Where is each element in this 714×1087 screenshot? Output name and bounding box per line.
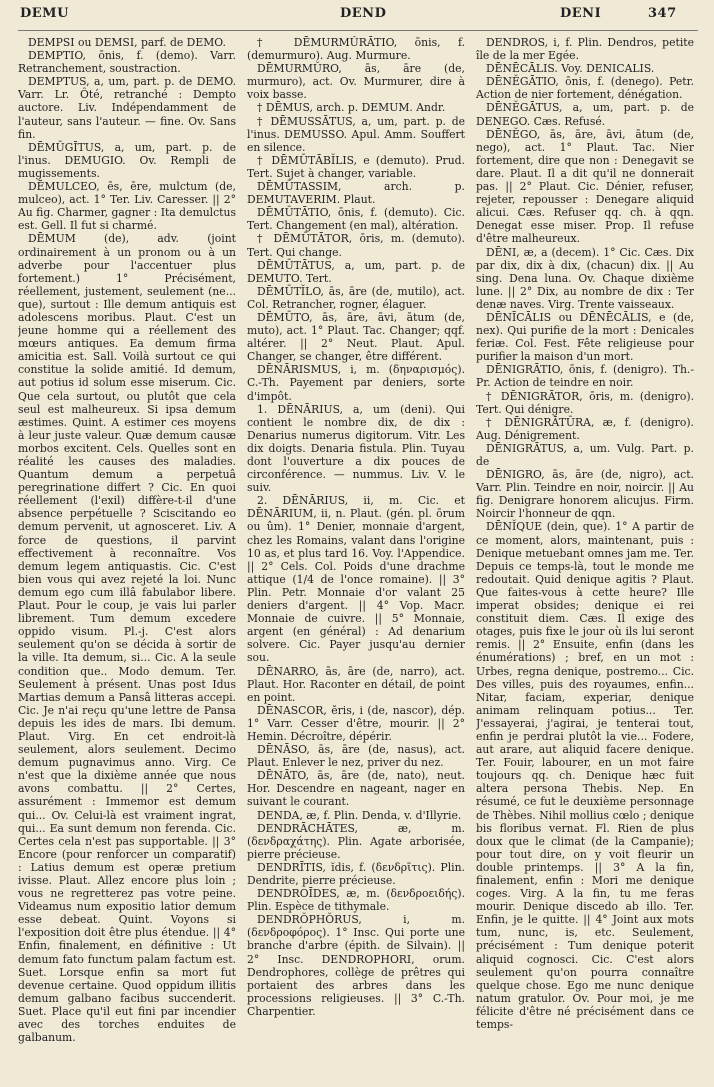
dictionary-entry: DEMPTIO, ōnis, f. (demo). Varr. Retranchement, soustraction.: [18, 49, 236, 76]
dictionary-entry: 2. DĒNĀRIUS, ii, m. Cic. et DĒNĀRIUM, ii, n. Plaut. (gén. pl. ōrum ou ûm). 1° Denier, monnaie d'argent, chez les Romains, valant dans l'origine 10 as, et plus tard 16. Voy. l'Appendice. || 2° Cels. Col. Poids d'une drachme attique (1/4 de l'once romaine). || 3° Plin. Petr. Monnaie d'or valant 25 deniers d'argent. || 4° Vop. Macr. Monnaie de cuivre. || 5° Monnaie, argent (en général) : Ad denarium solvere. Cic. Payer jusqu'au dernier sou.: [247, 494, 465, 665]
dictionary-entry: † DĒNIGRĀTOR, ōris, m. (denigro). Tert. Qui dénigre.: [476, 389, 694, 416]
dictionary-entry: DENDA, æ, f. Plin. Denda, v. d'Illyrie.: [257, 808, 462, 822]
dictionary-entry: DĒNĔGĀTIO, ōnis, f. (denego). Petr. Action de nier fortement, dénégation.: [476, 75, 694, 102]
dictionary-entry: † DĒMŪTĀTOR, ōris, m. (demuto). Tert. Qui change.: [247, 232, 465, 259]
running-header: [0, 6, 714, 28]
dictionary-entry: † DĒMŪTĀBĬLIS, e (demuto). Prud. Tert. Sujet à changer, variable.: [247, 153, 465, 180]
dictionary-entry: DĒMURMŬRO, ās, āre (de, murmuro), act. Ov. Murmurer, dire à voix basse.: [247, 62, 465, 102]
dictionary-entry: 1. DĒNĀRIUS, a, um (deni). Qui contient le nombre dix, de dix : Denarius numerus digitorum. Vitr. Les dix doigts. Denaria fistula. Plin. Tuyau dont l'ouverture a dix pouces de circonférence. — nummus. Liv. V. le suiv.: [247, 402, 465, 495]
dictionary-entry: DENDRĀCHĀTES, æ, m. (δενδραχάτης). Plin. Agate arborisée, pierre précieuse.: [247, 821, 465, 861]
dictionary-entry: DĒNARRO, ās, āre (de, narro), act. Plaut. Hor. Raconter en détail, de point en point.: [247, 664, 465, 704]
dictionary-entry: DĒMŪTO, ās, āre, āvi, ātum (de, muto), act. 1° Plaut. Tac. Changer; qqf. altérer. || 2° Neut. Plaut. Apul. Changer, se changer, être différent.: [247, 310, 465, 364]
column-left: [18, 36, 236, 1076]
header-rule: [18, 30, 698, 31]
dictionary-entry: DĒMŪTĬLO, ās, āre (de, mutilo), act. Col. Retrancher, rogner, élaguer.: [247, 284, 465, 311]
dictionary-entry: † DĒMUSSĀTUS, a, um, part. p. de l'inus. DEMUSSO. Apul. Amm. Souffert en silence.: [247, 114, 465, 154]
page-number: 347: [648, 6, 677, 21]
dictionary-entry: † DĒMURMŬRĀTIO, ōnis, f. (demurmuro). Aug. Murmure.: [247, 36, 465, 63]
dictionary-entry: DĒMŪTASSIM, arch. p. DEMUTAVERIM. Plaut.: [247, 180, 465, 207]
dictionary-entry: DENDROĪDES, æ, m. (δενδροειδής). Plin. Espèce de tithymale.: [247, 887, 465, 914]
dictionary-entry: DĒNĀTO, ās, āre (de, nato), neut. Hor. Descendre en nageant, nager en suivant le courant.: [247, 769, 465, 809]
dictionary-entry: DĒNĔGĀTUS, a, um, part. p. de DENEGO. Cæs. Refusé.: [476, 101, 694, 128]
dictionary-entry: DĒNĬQUE (dein, que). 1° A partir de ce moment, alors, maintenant, puis : Denique metuebant omnes jam me. Ter. Depuis ce temps-là, tout le monde me redoutait. Quid denique agitis ? Plaut. Que faites-vous à cette heure? Ille imperat obsides; denique ei rei constituit diem. Cæs. Il exige des otages, puis fixe le jour où ils lui seront remis. || 2° Ensuite, enfin (dans les énumérations) ; bref, en un mot : Urbes, regna denique, postremo... Cic. Des villes, puis des royaumes, enfin... Nitar, faciam, experiar, denique animam relinquam potius... Ter. J'essayerai, j'agirai, je tenterai tout, enfin je perdrai plutôt la vie... Fodere, aut arare, aut aliquid facere denique. Ter. Fouir, labourer, en un mot faire toujours qq. ch. Denique hæc fuit altera persona Thebis. Nep. En résumé, ce fut le deuxième personnage de Thèbes. Nihil mollius cœlo ; denique bis floribus vernat. Fl. Rien de plus doux que le climat (de la Campanie); pour tout dire, on y voit fleurir un double printemps. || 3° A la fin, finalement, enfin : Mori me denique coges. Virg. A la fin, tu me feras mourir. Denique discedo ab illo. Ter. Enfin, je le quitte. || 4° Joint aux mots tum, nunc, is, etc. Seulement, précisément : Tum denique poterit aliquid cognosci. Cic. C'est alors seulement qu'on pourra connaître quelque chose. Ego me nunc denique natum gratulor. Ov. Pour moi, je me félicite d'être né précisément dans ce temps-: [476, 520, 694, 1032]
dictionary-entry: DEMPSI ou DEMSI, parf. de DEMO.: [28, 36, 226, 49]
header-left-guideword: DEMU: [20, 6, 69, 21]
dictionary-entry: † DĒNIGRĀTŪRA, æ, f. (denigro). Aug. Dénigrement.: [476, 415, 694, 442]
dictionary-entry: DENDRŎPHŎRUS, i, m. (δενδροφόρος). 1° Insc. Qui porte une branche d'arbre (épith. de Silvain). || 2° Insc. DENDROPHORI, orum. Dendrophores, collège de prêtres qui portaient des arbres dans les processions religieuses. || 3° C.-Th. Charpentier.: [247, 913, 465, 1018]
dictionary-entry: DĒMŪGĪTUS, a, um, part. p. de l'inus. DEMUGIO. Ov. Rempli de mugissements.: [18, 140, 236, 180]
dictionary-entry: DĒNĀRISMUS, i, m. (δηναρισμός). C.-Th. Payement par deniers, sorte d'impôt.: [247, 363, 465, 403]
dictionary-entry: DĒMUM (de), adv. (joint ordinairement à un pronom ou à un adverbe pour l'accentuer plus fortement.) 1° Précisément, réellement, justement, seulement (ne... que), surtout : Ille demum antiquis est adolescens moribus. Plaut. C'est un jeune homme qui a réellement des mœurs antiques. Ea demum firma amicitia est. Sall. Voilà surtout ce qui constitue la solide amitié. Id demum, aut potius id solum esse miserum. Cic. Que cela surtout, ou plutôt que cela seul est malheureux. Si ipsa demum æstimes. Quint. A estimer ces moyens à leur juste valeur. Quæ demum causæ morbos excitent. Cels. Quelles sont en réalité les causes des maladies. Quantum demum a perpetuâ peregrinatione differt ? Cic. En quoi réellement (l'exil) diffère-t-il d'une absence perpétuelle ? Sciscitando eo demum pervenit, ut agnosceret. Liv. A force de questions, il parvint effectivement à reconnaître. Vos demum legem antiquastis. Cic. C'est bien vous qui avez rejeté la loi. Nunc demum ego cum illâ fabulabor libere. Plaut. Pour le coup, je vais lui parler librement. Tum demum excedere oppido visum. Pl.-j. C'est alors seulement qu'on se décida à sortir de la ville. Ita demum, si... Cic. A la seule condition que.. Modo demum. Ter. Seulement à présent. Unas post Idus Martias demum a Pansâ litteras accepi. Cic. Je n'ai reçu qu'une lettre de Pansa depuis les ides de mars. Ibi demum. Plaut. Virg. En cet endroit-là seulement, alors seulement. Decimo demum pugnavimus anno. Virg. Ce n'est que la dixième année que nous avons combattu. || 2° Certes, assurément : Immemor est demum qui... Ov. Celui-là est vraiment ingrat, qui... Ea sunt demum non ferenda. Cic. Certes cela n'est pas supportable. || 3° Encore (pour renforcer un comparatif) : Latius demum est operæ pretium ivisse. Plaut. Allez encore plus loin ; vous ne regretterez pas votre peine. Videamus num expositio latior demum esse debeat. Quint. Voyons si l'exposition doit être plus étendue. || 4° Enfin, finalement, en définitive : Ut demum fato functum palam factum est. Suet. Lorsque enfin sa mort fut devenue certaine. Quod oppidum illitis demum galbano facibus succenderit. Suet. Place qu'il eut fini par incendier avec des torches enduites de galbanum.: [18, 232, 236, 1045]
header-middle-guideword: DEND: [340, 6, 387, 21]
dictionary-entry: DĒNASCOR, ĕris, i (de, nascor), dép. 1° Varr. Cesser d'être, mourir. || 2° Hemin. Décroître, dépérir.: [247, 703, 465, 743]
dictionary-entry: DĒNI, æ, a (decem). 1° Cic. Cæs. Dix par dix, dix à dix, (chacun) dix. || Au sing. Dena luna. Ov. Chaque dixième lune. || 2° Dix, au nombre de dix : Ter denæ naves. Virg. Trente vaisseaux.: [476, 245, 694, 311]
dictionary-entry: DĒMŪTĀTUS, a, um, part. p. de DEMUTO. Tert.: [247, 258, 465, 285]
column-right: [476, 36, 694, 1076]
dictionary-entry: DĒNIGRO, ās, āre (de, nigro), act. Varr. Plin. Teindre en noir, noircir. || Au fig. Denigrare honorem alicujus. Firm. Noircir l'honneur de qqn.: [476, 468, 694, 521]
dictionary-entry: DĒNĒCĀLIS. Voy. DENICALIS.: [486, 62, 655, 76]
dictionary-entry: DĒNIGRĀTIO, ōnis, f. (denigro). Th.-Pr. Action de teindre en noir.: [476, 363, 694, 390]
dictionary-entry: † DĒMUS, arch. p. DEMUM. Andr.: [257, 101, 446, 115]
dictionary-entry: DĒMŪTĀTIO, ōnis, f. (demuto). Cic. Tert. Changement (en mal), altération.: [247, 206, 465, 233]
dictionary-entry: DĒNIGRĀTUS, a, um. Vulg. Part. p. de: [476, 441, 694, 468]
header-right-guideword: DENI: [560, 6, 602, 21]
dictionary-entry: DĒNĪCĀLIS ou DĒNĒCĀLIS, e (de, nex). Qui purifie de la mort : Denicales feriæ. Col. Fest. Fête religieuse pour purifier la maison d'un mort.: [476, 310, 694, 364]
column-middle: [247, 36, 465, 1076]
dictionary-entry: DEMPTUS, a, um, part. p. de DEMO. Varr. Lr. Ôté, retranché : Dempto auctore. Liv. Indépendamment de l'auteur, sans l'auteur. — fine. Ov. Sans fin.: [18, 75, 236, 141]
dictionary-entry: DENDROS, i, f. Plin. Dendros, petite île de la mer Egée.: [476, 36, 694, 63]
dictionary-entry: DĒMULCEO, ēs, ēre, mulctum (de, mulceo), act. 1° Ter. Liv. Caresser. || 2° Au fig. Charmer, gagner : Ita demulctus est. Gell. Il fut si charmé.: [18, 180, 236, 233]
dictionary-entry: DENDRĪTIS, ĭdis, f. (δενδρῖτις). Plin. Dendrite, pierre précieuse.: [247, 860, 465, 887]
dictionary-entry: DĒNĀSO, ās, āre (de, nasus), act. Plaut. Enlever le nez, priver du nez.: [247, 743, 465, 770]
dictionary-entry: DĒNĔGO, ās, āre, āvi, ātum (de, nego), act. 1° Plaut. Tac. Nier fortement, dire que non : Denegavit se dare. Plaut. Il a dit qu'il ne donnerait pas. || 2° Plaut. Cic. Dénier, refuser, rejeter, repousser : Denegare aliquid alicui. Cæs. Refuser qq. ch. à qqn. Denegat esse miser. Prop. Il refuse d'être malheureux.: [476, 127, 694, 246]
